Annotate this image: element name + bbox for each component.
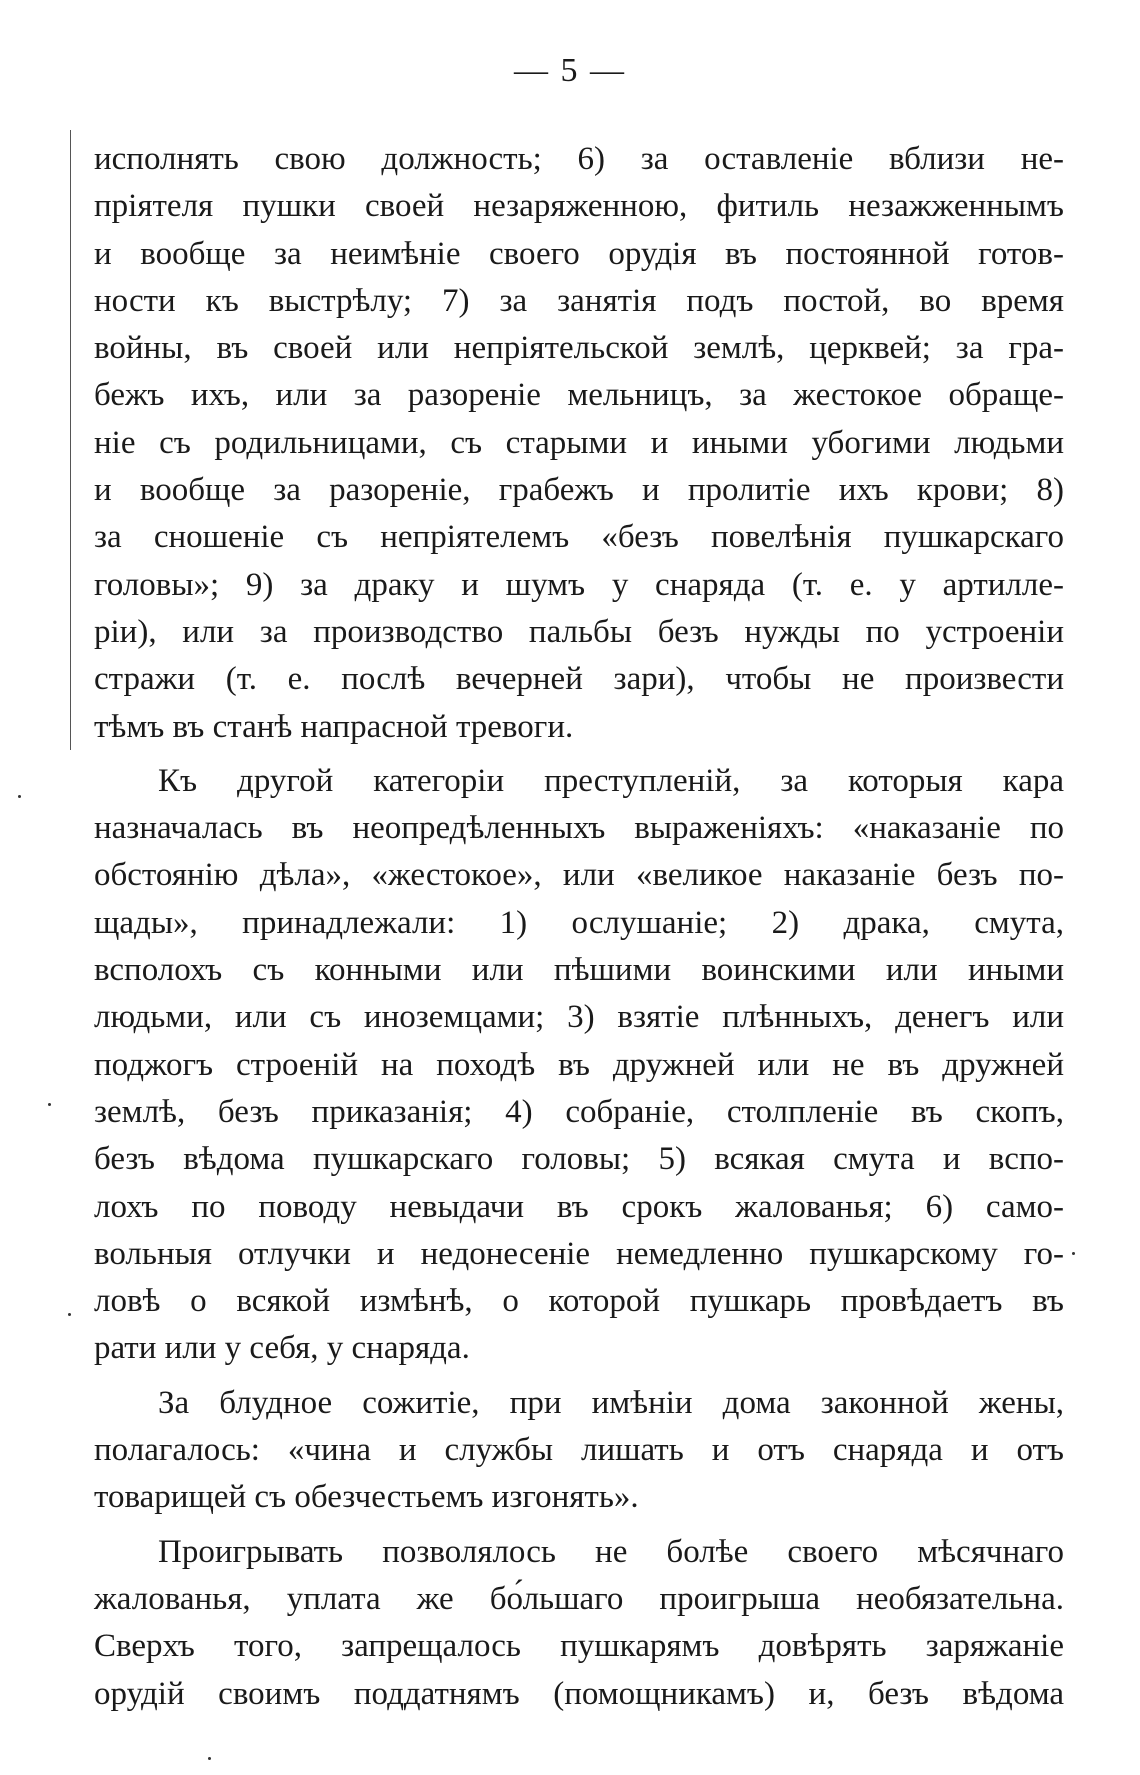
text-line: Проигрывать позволялось не болѣе своего мѣсячнаго <box>158 1533 1064 1570</box>
text-line: ніе съ родильницами, съ старыми и иными убогими людьми <box>94 424 1064 461</box>
text-line: Сверхъ того, запрещалось пушкарямъ довѣрять заряжаніе <box>94 1628 1064 1665</box>
text-line: ловѣ о всякой измѣнѣ, о которой пушкарь провѣдаетъ въ <box>94 1283 1064 1320</box>
text-line: ріи), или за производство пальбы безъ нужды по устроеніи <box>94 613 1064 650</box>
text-line: головы»; 9) за драку и шумъ у снаряда (т. е. у артилле- <box>94 566 1064 603</box>
text-line: землѣ, безъ приказанія; 4) собраніе, столпленіе въ скопъ, <box>94 1093 1064 1130</box>
text-line: за сношеніе съ непріятелемъ «безъ повелѣнія пушкарскаго <box>94 519 1064 556</box>
paragraph <box>94 758 1064 1373</box>
page-number: — 5 — <box>514 52 626 89</box>
paragraph <box>94 1529 1064 1718</box>
text-line: жалованья, уплата же бо́льшаго проигрыша необязательна. <box>94 1580 1064 1617</box>
text-line: безъ вѣдома пушкарскаго головы; 5) всякая смута и вспо- <box>94 1141 1064 1178</box>
text-line: полагалось: «чина и службы лишать и отъ снаряда и отъ <box>94 1432 1064 1469</box>
print-speck <box>1072 1252 1075 1255</box>
text-line: обстоянію дѣла», «жестокое», или «великое наказаніе безъ по- <box>94 857 1064 894</box>
text-line: орудій своимъ поддатнямъ (помощникамъ) и, безъ вѣдома <box>94 1675 1064 1712</box>
text-line: и вообще за разореніе, грабежъ и пролитіе ихъ крови; 8) <box>94 472 1064 509</box>
text-line: вольныя отлучки и недонесеніе немедленно пушкарскому го- <box>94 1235 1064 1272</box>
text-line: лохъ по поводу невыдачи въ срокъ жалованья; 6) само- <box>94 1188 1064 1225</box>
text-line: людьми, или съ иноземцами; 3) взятіе плѣнныхъ, денегъ или <box>94 999 1064 1036</box>
text-line: всполохъ съ конными или пѣшими воинскими или иными <box>94 952 1064 989</box>
text-line: поджогъ строеній на походѣ въ дружней или не въ дружней <box>94 1046 1064 1083</box>
text-line: За блудное сожитіе, при имѣніи дома законной жены, <box>158 1384 1064 1421</box>
text-line: стражи (т. е. послѣ вечерней зари), чтобы не произвести <box>94 661 1064 698</box>
paragraph <box>94 1380 1064 1522</box>
body-text <box>94 136 1064 1718</box>
text-line: ности къ выстрѣлу; 7) за занятія подъ постой, во время <box>94 282 1064 319</box>
text-line: пріятеля пушки своей незаряженною, фитиль незажженнымъ <box>94 188 1064 225</box>
text-line: тѣмъ въ станѣ напрасной тревоги. <box>94 708 574 745</box>
paragraph <box>94 136 1064 751</box>
text-line: назначалась въ неопредѣленныхъ выраженіяхъ: «наказаніе по <box>94 810 1064 847</box>
text-line: щады», принадлежали: 1) ослушаніе; 2) драка, смута, <box>94 904 1064 941</box>
print-speck <box>48 1103 51 1106</box>
print-speck <box>68 1313 71 1316</box>
text-line: товарищей съ обезчестьемъ изгонять». <box>94 1479 639 1516</box>
text-line: бежъ ихъ, или за разореніе мельницъ, за жестокое обраще- <box>94 377 1064 414</box>
text-line: исполнять свою должность; 6) за оставленіе вблизи не- <box>94 141 1064 177</box>
print-speck <box>18 795 21 798</box>
print-speck <box>208 1757 211 1760</box>
margin-rule-dashed <box>70 470 71 750</box>
text-line: рати или у себя, у снаряда. <box>94 1330 470 1367</box>
text-line: Къ другой категоріи преступленій, за которыя кара <box>158 762 1064 799</box>
text-line: и вообще за неимѣніе своего орудія въ постоянной готов- <box>94 235 1064 272</box>
text-line: войны, въ своей или непріятельской землѣ, церквей; за гра- <box>94 330 1064 367</box>
